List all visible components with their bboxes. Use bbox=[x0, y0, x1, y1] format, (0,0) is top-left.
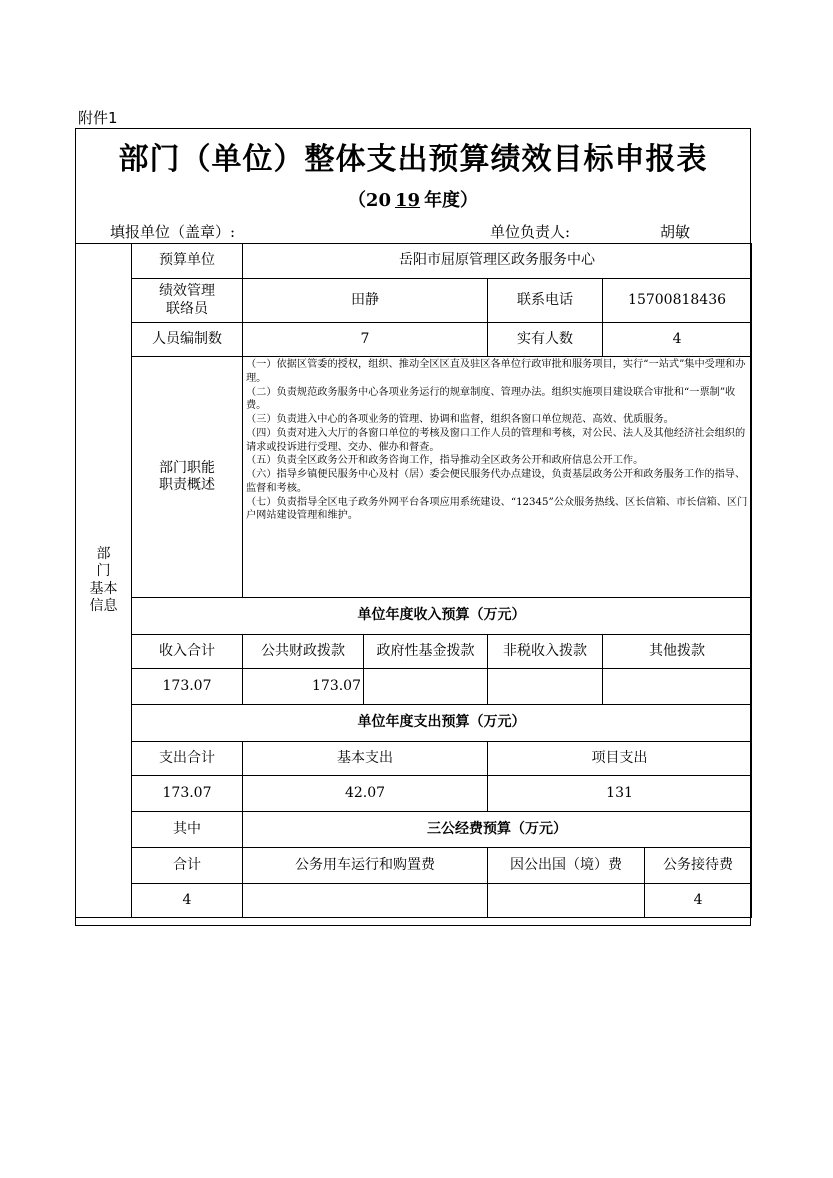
actual-staff-value: 4 bbox=[603, 323, 752, 357]
duty-item: （一）依据区管委的授权，组织、推动全区区直及驻区各单位行政审批和服务项目，实行“一站式”集中受理和办理。 bbox=[246, 359, 746, 384]
duty-item: （四）负责对进入大厅的各窗口单位的考核及窗口工作人员的管理和考核，对公民、法人及其他经济社会组织的请求或投诉进行受理、交办、催办和督查。 bbox=[246, 427, 746, 453]
budget-year bbox=[75, 186, 751, 212]
income-public-finance-value: 173.07 bbox=[243, 669, 364, 705]
year-prefix: （20 bbox=[347, 190, 391, 211]
duties-text bbox=[243, 357, 752, 598]
three-public-header-reception: 公务接待费 bbox=[645, 848, 752, 884]
row-three-public-title bbox=[76, 812, 752, 848]
expense-header-total: 支出合计 bbox=[132, 742, 243, 776]
row-expense-headers bbox=[76, 742, 752, 776]
expense-header-basic: 基本支出 bbox=[243, 742, 488, 776]
perf-contact-label: 绩效管理 联络员 bbox=[132, 279, 243, 323]
three-public-header-total: 合计 bbox=[132, 848, 243, 884]
budget-form-table bbox=[75, 243, 752, 918]
form-title: 部门（单位）整体支出预算绩效目标申报表 bbox=[118, 142, 708, 177]
fill-unit-label: 填报单位（盖章）: bbox=[110, 223, 236, 241]
of-which-label: 其中 bbox=[132, 812, 243, 848]
year-value: 19 bbox=[395, 190, 421, 211]
row-income-headers bbox=[76, 635, 752, 669]
row-expense-title bbox=[76, 705, 752, 742]
staff-quota-value: 7 bbox=[243, 323, 488, 357]
three-public-vehicle-value bbox=[243, 884, 488, 918]
row-duties bbox=[76, 357, 752, 598]
actual-staff-label: 实有人数 bbox=[488, 323, 603, 357]
income-header-gov-fund: 政府性基金拨款 bbox=[364, 635, 488, 669]
phone-label: 联系电话 bbox=[488, 279, 603, 323]
row-perf-contact bbox=[76, 279, 752, 323]
three-public-header-vehicle: 公务用车运行和购置费 bbox=[243, 848, 488, 884]
section-side-label bbox=[76, 244, 132, 918]
duty-item: （七）负责指导全区电子政务外网平台各项应用系统建设、“12345”公众服务热线、区长信箱、市长信箱、区门户网站建设管理和维护。 bbox=[246, 496, 748, 522]
row-three-public-values bbox=[76, 884, 752, 918]
three-public-reception-value: 4 bbox=[645, 884, 752, 918]
row-budget-unit bbox=[76, 244, 752, 279]
income-other-value bbox=[603, 669, 752, 705]
duty-item: （二）负责规范政务服务中心各项业务运行的规章制度、管理办法。组织实施项目建设联合审批和“一票制”收费。 bbox=[246, 386, 736, 412]
income-section-title: 单位年度收入预算（万元） bbox=[132, 598, 752, 635]
expense-section-title: 单位年度支出预算（万元） bbox=[132, 705, 752, 742]
budget-unit-label: 预算单位 bbox=[132, 244, 243, 279]
expense-project-value: 131 bbox=[488, 776, 752, 812]
unit-leader-name: 胡敏 bbox=[660, 223, 691, 241]
row-expense-values bbox=[76, 776, 752, 812]
phone-value: 15700818436 bbox=[603, 279, 752, 323]
expense-basic-value: 42.07 bbox=[243, 776, 488, 812]
income-total-value: 173.07 bbox=[132, 669, 243, 705]
three-public-abroad-value bbox=[488, 884, 645, 918]
income-header-total: 收入合计 bbox=[132, 635, 243, 669]
expense-header-project: 项目支出 bbox=[488, 742, 752, 776]
unit-leader-label: 单位负责人: bbox=[490, 223, 571, 241]
row-staff bbox=[76, 323, 752, 357]
income-header-public-finance: 公共财政拨款 bbox=[243, 635, 364, 669]
three-public-section-title: 三公经费预算（万元） bbox=[243, 812, 752, 848]
duties-label: 部门职能 职责概述 bbox=[132, 357, 243, 598]
row-income-title bbox=[76, 598, 752, 635]
staff-quota-label: 人员编制数 bbox=[132, 323, 243, 357]
income-gov-fund-value bbox=[364, 669, 488, 705]
row-three-public-headers bbox=[76, 848, 752, 884]
income-header-other: 其他拨款 bbox=[603, 635, 752, 669]
perf-contact-value: 田静 bbox=[243, 279, 488, 323]
budget-unit-value: 岳阳市屈原管理区政务服务中心 bbox=[243, 244, 752, 279]
expense-total-value: 173.07 bbox=[132, 776, 243, 812]
three-public-total-value: 4 bbox=[132, 884, 243, 918]
income-header-non-tax: 非税收入拨款 bbox=[488, 635, 603, 669]
row-income-values bbox=[76, 669, 752, 705]
three-public-header-abroad: 因公出国（境）费 bbox=[488, 848, 645, 884]
duty-item: （六）指导乡镇便民服务中心及村（居）委会便民服务代办点建设，负责基层政务公开和政务服务工作的指导、监督和考核。 bbox=[246, 469, 746, 494]
duty-item: （五）负责全区政务公开和政务咨询工作，指导推动全区政务公开和政府信息公开工作。 bbox=[246, 455, 644, 467]
income-non-tax-value bbox=[488, 669, 603, 705]
year-suffix: 年度） bbox=[424, 190, 479, 211]
duty-item: （三）负责进入中心的各项业务的管理、协调和监督，组织各窗口单位规范、高效、优质服务。 bbox=[246, 414, 674, 426]
side-label-text: 部 门 基本 信息 bbox=[89, 545, 118, 614]
attachment-label: 附件1 bbox=[78, 109, 118, 127]
